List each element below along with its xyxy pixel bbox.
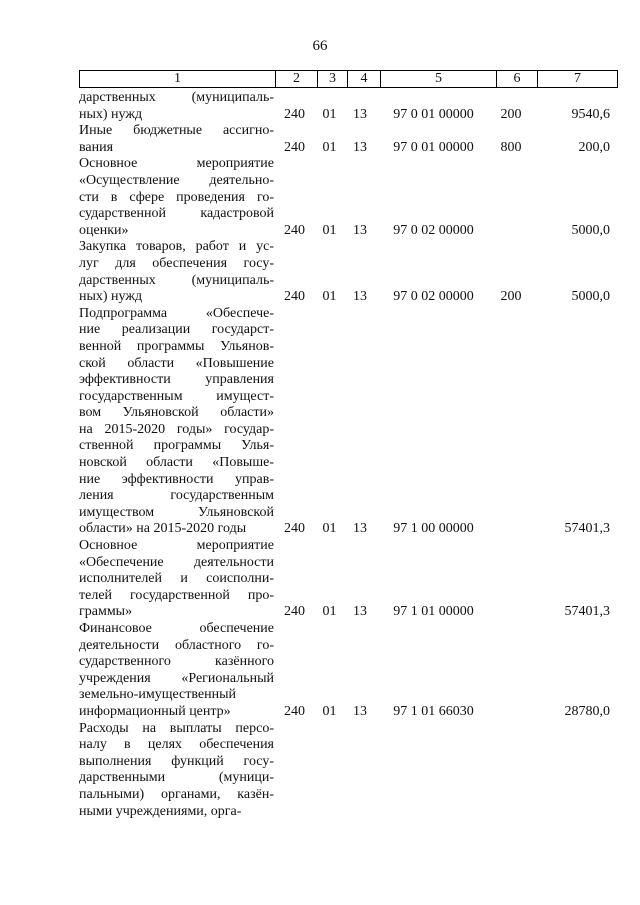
table-row [79, 156, 614, 239]
table-row [79, 123, 614, 156]
description-line: дарственных (муниципаль- [79, 90, 274, 105]
table-row [79, 721, 614, 821]
header-col-1: 1 [80, 71, 276, 88]
row-col-7-amount: 57401,3 [564, 604, 610, 620]
description-line: ления государственным [79, 488, 274, 504]
table-row [79, 621, 614, 721]
row-col-4-subsection: 13 [353, 222, 367, 238]
description-line: Расходы на выплаты персо- [79, 720, 274, 736]
description-line: земельно-имущественный [79, 687, 236, 703]
row-col-2-code: 240 [284, 106, 305, 122]
row-col-3-section: 01 [322, 222, 337, 238]
header-col-4: 4 [348, 71, 381, 88]
description-line: ние реализации государст- [79, 322, 274, 338]
description-line: области» на 2015-2020 годы [79, 521, 247, 537]
description-line: луг для обеспечения госу- [79, 255, 274, 271]
row-col-2-code: 240 [284, 139, 305, 155]
table-row [79, 90, 614, 123]
row-col-4-subsection: 13 [353, 521, 367, 537]
description-line: ных) нужд [79, 106, 143, 122]
description-line: новской области «Повыше- [79, 455, 274, 471]
table-row [79, 306, 614, 538]
row-description [79, 306, 274, 538]
row-description [79, 621, 274, 721]
row-col-5-target-article: 97 1 01 00000 [393, 604, 474, 620]
description-line: учреждения «Региональный [79, 670, 274, 686]
description-line: эффективности управления [79, 372, 274, 388]
row-col-7-amount: 200,0 [578, 139, 610, 155]
description-line: Основное мероприятие [79, 538, 274, 554]
description-line: информационный центр» [79, 703, 231, 719]
description-line: Основное мероприятие [79, 156, 274, 172]
row-col-4-subsection: 13 [353, 604, 367, 620]
row-col-4-subsection: 13 [353, 106, 367, 122]
row-col-2-code: 240 [284, 289, 305, 305]
table-row [79, 538, 614, 621]
row-description [79, 156, 274, 239]
description-line: Закупка товаров, работ и ус- [79, 239, 274, 255]
table-header [79, 70, 618, 88]
page-number: 66 [312, 38, 328, 54]
row-description [79, 721, 274, 821]
row-col-7-amount: 57401,3 [564, 521, 610, 537]
description-line: государственным имущест- [79, 388, 274, 404]
description-line: Иные бюджетные ассигно- [79, 123, 274, 139]
description-line: Финансовое обеспечение [79, 621, 274, 636]
row-col-6-expense-type: 200 [500, 289, 522, 305]
description-line: выполнения функций госу- [79, 753, 274, 769]
description-line: телей государственной про- [79, 587, 274, 603]
header-col-6: 6 [497, 71, 538, 88]
row-col-2-code: 240 [284, 703, 305, 719]
description-line: вом Ульяновской области» [79, 405, 274, 421]
row-col-3-section: 01 [322, 289, 337, 305]
description-line: сударственного казённого [79, 654, 274, 670]
row-col-7-amount: 9540,6 [571, 106, 610, 122]
description-line: ственной программы Улья- [79, 438, 274, 454]
description-line: венной программы Ульянов- [79, 338, 274, 354]
row-col-5-target-article: 97 1 01 66030 [393, 703, 474, 719]
description-line: ными учреждениями, орга- [79, 803, 242, 819]
header-col-5: 5 [381, 71, 497, 88]
description-line: сти в сфере проведения го- [79, 189, 274, 205]
header-col-2: 2 [276, 71, 318, 88]
row-col-6-expense-type: 800 [500, 139, 522, 155]
description-line: ных) нужд [79, 289, 143, 305]
row-col-4-subsection: 13 [353, 289, 367, 305]
table-body [79, 90, 614, 820]
header-col-3: 3 [318, 71, 348, 88]
description-line: пальными) органами, казён- [79, 786, 274, 802]
description-line: дарственными (муници- [79, 770, 274, 786]
description-line: ской области «Повышение [79, 355, 274, 371]
row-col-5-target-article: 97 0 02 00000 [393, 222, 474, 238]
row-col-3-section: 01 [322, 703, 337, 719]
description-line: дарственных (муниципаль- [79, 272, 274, 288]
header-row [80, 71, 618, 88]
row-col-2-code: 240 [284, 521, 305, 537]
row-col-5-target-article: 97 0 01 00000 [393, 106, 474, 122]
row-col-5-target-article: 97 0 02 00000 [393, 289, 474, 305]
row-col-5-target-article: 97 0 01 00000 [393, 139, 474, 155]
row-col-6-expense-type: 200 [500, 106, 522, 122]
row-col-3-section: 01 [322, 106, 337, 122]
row-col-3-section: 01 [322, 521, 337, 537]
row-col-2-code: 240 [284, 604, 305, 620]
description-line: Подпрограмма «Обеспече- [79, 305, 274, 321]
description-line: «Осуществление деятельно- [79, 172, 274, 188]
description-line: сударственной кадастровой [79, 206, 274, 222]
row-col-3-section: 01 [322, 139, 337, 155]
row-col-3-section: 01 [322, 604, 337, 620]
description-line: на 2015-2020 годы» государ- [79, 421, 274, 437]
row-col-5-target-article: 97 1 00 00000 [393, 521, 474, 537]
row-col-4-subsection: 13 [353, 139, 367, 155]
header-col-7: 7 [538, 71, 618, 88]
description-line: «Обеспечение деятельности [79, 554, 274, 570]
row-description [79, 538, 274, 621]
description-line: ние эффективности управ- [79, 471, 274, 487]
row-description [79, 239, 274, 305]
description-line: вания [79, 139, 114, 155]
description-line: деятельности областного го- [79, 637, 274, 653]
description-line: имуществом Ульяновской [79, 504, 274, 520]
row-col-2-code: 240 [284, 222, 305, 238]
row-col-4-subsection: 13 [353, 703, 367, 719]
description-line: оценки» [79, 222, 129, 238]
row-description [79, 123, 274, 156]
row-col-7-amount: 5000,0 [571, 222, 610, 238]
row-description [79, 90, 274, 123]
table-row [79, 239, 614, 305]
row-col-7-amount: 28780,0 [564, 703, 610, 719]
description-line: исполнителей и соисполни- [79, 571, 274, 587]
description-line: граммы» [79, 604, 133, 620]
row-col-7-amount: 5000,0 [571, 289, 610, 305]
description-line: налу в целях обеспечения [79, 737, 274, 753]
